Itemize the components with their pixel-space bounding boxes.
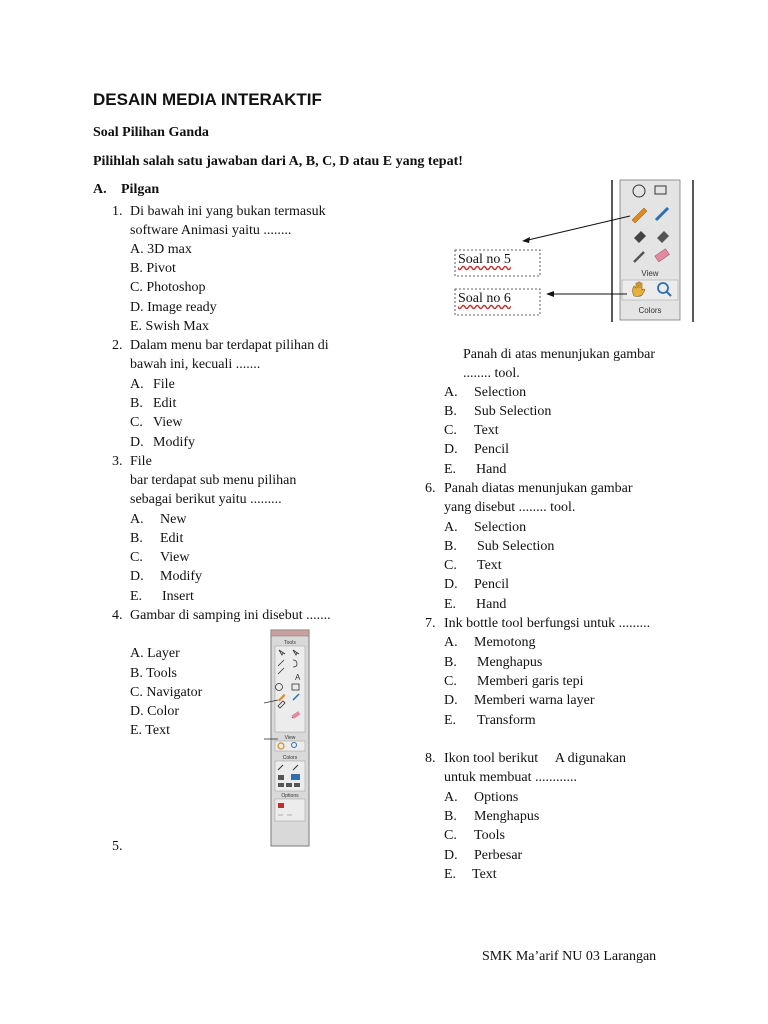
question-number: 6.	[425, 481, 436, 496]
question-text: Panah di atas menunjukan gambar	[463, 347, 656, 362]
option: D. Color	[130, 704, 179, 719]
option-letter: B.	[444, 539, 457, 554]
option-letter: C.	[130, 550, 143, 565]
subtitle: Soal Pilihan Ganda	[93, 125, 209, 140]
question-number: 1.	[112, 204, 123, 219]
option-letter: A.	[130, 377, 144, 392]
option-text: View	[160, 550, 190, 565]
option-text: Insert	[162, 589, 194, 604]
option-text: Pencil	[474, 442, 509, 457]
option-letter: D.	[444, 848, 458, 863]
option-text: Text	[477, 558, 502, 573]
option-letter: A.	[444, 635, 458, 650]
option-letter: E.	[444, 462, 457, 477]
option-text: Text	[472, 867, 497, 882]
option-letter: C.	[444, 423, 457, 438]
view-heading: View	[641, 269, 659, 278]
option-letter: E.	[444, 597, 457, 612]
option-text: Sub Selection	[477, 539, 555, 554]
option-text: Memotong	[474, 635, 536, 650]
question-5-number: 5.	[112, 839, 123, 854]
document-title: DESAIN MEDIA INTERAKTIF	[93, 90, 322, 109]
question-text: Dalam menu bar terdapat pilihan di	[130, 338, 329, 353]
option-text: Menghapus	[474, 809, 540, 824]
option-text: Memberi warna layer	[474, 693, 595, 708]
option-text: Pencil	[474, 577, 509, 592]
view-heading: View	[284, 735, 296, 741]
option: C. Photoshop	[130, 280, 206, 295]
option: E. Text	[130, 723, 170, 738]
question-text: software Animasi yaitu ........	[130, 223, 292, 238]
option-letter: A.	[444, 790, 458, 805]
question-text: bawah ini, kecuali .......	[130, 357, 261, 372]
option: B. Tools	[130, 666, 177, 681]
text-tool-icon: A	[295, 673, 301, 682]
question-number: 7.	[425, 616, 436, 631]
option-letter: D.	[130, 569, 144, 584]
question-text: yang disebut ........ tool.	[444, 500, 576, 515]
option-text: Modify	[153, 435, 195, 450]
option-text: Tools	[474, 828, 505, 843]
question-text: sebagai berikut yaitu .........	[130, 492, 282, 507]
option: E. Swish Max	[130, 319, 209, 334]
section-label: A.	[93, 182, 107, 197]
tools-heading: Tools	[284, 640, 296, 646]
option-letter: D.	[444, 577, 458, 592]
snap-option-icon	[278, 803, 284, 808]
option-letter: B.	[130, 396, 143, 411]
question-text: Gambar di samping ini disebut .......	[130, 608, 331, 623]
option-text: Transform	[477, 713, 536, 728]
option: D. Image ready	[130, 300, 217, 315]
question-text: File	[130, 454, 152, 469]
section-name: Pilgan	[121, 182, 160, 197]
option-letter: E.	[130, 589, 143, 604]
options-heading: Options	[281, 793, 299, 799]
option-letter: B.	[444, 655, 457, 670]
soal-5-label: Soal no 5	[458, 252, 511, 267]
option-letter: E.	[444, 867, 457, 882]
option-text: Hand	[476, 462, 507, 477]
question-text: ........ tool.	[463, 366, 520, 381]
option-letter: D.	[444, 442, 458, 457]
option-letter: B.	[444, 404, 457, 419]
option-text: Hand	[476, 597, 507, 612]
fill-color-swatch	[291, 774, 300, 780]
option-text: Selection	[474, 385, 527, 400]
option-letter: A.	[130, 512, 144, 527]
question-text: Di bawah ini yang bukan termasuk	[130, 204, 326, 219]
footer-school: SMK Ma’arif NU 03 Larangan	[482, 949, 657, 964]
question-text: bar terdapat sub menu pilihan	[130, 473, 297, 488]
question-text: Panah diatas menunjukan gambar	[444, 481, 633, 496]
option-text: Edit	[160, 531, 184, 546]
option-text: Menghapus	[477, 655, 543, 670]
option-text: Perbesar	[474, 848, 523, 863]
option-text: Memberi garis tepi	[477, 674, 584, 689]
option-text: File	[153, 377, 175, 392]
instruction: Pilihlah salah satu jawaban dari A, B, C, D atau E yang tepat!	[93, 154, 463, 169]
question-text: untuk membuat ............	[444, 770, 577, 785]
question-number: 4.	[112, 608, 123, 623]
option-text: Selection	[474, 520, 527, 535]
question-number: 3.	[112, 454, 123, 469]
option-text: Edit	[153, 396, 177, 411]
option-letter: C.	[444, 674, 457, 689]
option-letter: B.	[130, 531, 143, 546]
option-letter: D.	[130, 435, 144, 450]
option-text: New	[160, 512, 187, 527]
option-letter: A.	[444, 520, 458, 535]
option-letter: E.	[444, 713, 457, 728]
question-text: Ink bottle tool berfungsi untuk .........	[444, 616, 651, 631]
colors-heading: Colors	[638, 306, 662, 315]
option-letter: D.	[444, 693, 458, 708]
arrow-to-pencil	[528, 216, 630, 240]
option-letter: C.	[444, 828, 457, 843]
soal-6-label: Soal no 6	[458, 291, 511, 306]
option-letter: C.	[130, 415, 143, 430]
option: C. Navigator	[130, 685, 203, 700]
option-text: Text	[474, 423, 499, 438]
question-number: 8.	[425, 751, 436, 766]
option-letter: C.	[444, 558, 457, 573]
option-text: View	[153, 415, 183, 430]
option: A. Layer	[130, 646, 180, 661]
option-letter: B.	[444, 809, 457, 824]
option-text: Modify	[160, 569, 202, 584]
toolbox-image	[264, 630, 316, 848]
option-letter: A.	[444, 385, 458, 400]
option-text: Options	[474, 790, 519, 805]
option: B. Pivot	[130, 261, 176, 276]
option: A. 3D max	[130, 242, 192, 257]
colors-heading: Colors	[282, 755, 298, 761]
question-number: 2.	[112, 338, 123, 353]
question-text: Ikon tool berikut A digunakan	[444, 751, 626, 766]
option-text: Sub Selection	[474, 404, 552, 419]
